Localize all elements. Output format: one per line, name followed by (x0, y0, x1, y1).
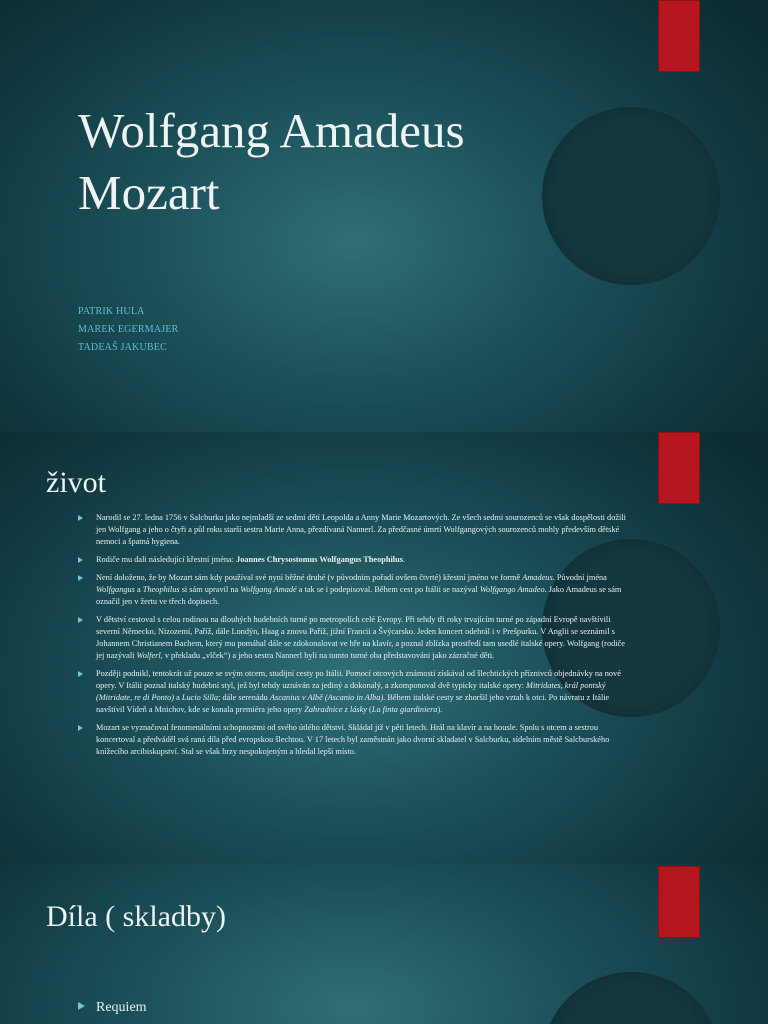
works-slide (0, 864, 768, 1024)
decorative-circle (542, 107, 720, 285)
life-slide (0, 432, 768, 864)
title-line-2: Mozart (78, 165, 220, 220)
red-accent-bar (658, 866, 700, 938)
bullet-arrow-icon (78, 671, 83, 677)
author-name: TADEAŠ JAKUBEC (78, 342, 167, 353)
bullet-arrow-icon (78, 575, 83, 581)
bullet-arrow-icon (78, 1002, 85, 1010)
list-item: V dětství cestoval s celou rodinou na dlouhých hudebních turné po metropolích celé Evropy. Při tehdy tři roky trvajícím turné po západní Evropě navštívili severní Německo, Nizozemí, Paříž, dále Londýn, Haag a znovu Paříž, jižní Francii a Švýcarsko. Jeden koncert odehrál i v Prešpurku. V Anglii se seznámil s Johannem Christianem Bachem, který mu pomáhal dále se zdokonalovat ve hře na klavír, a poznal zblízka prostředí tam usedlé italské opery. Wolfgang (rodiče jej nazývali Wolferl, v překladu „vlček“) a jeho sestra Nannerl byli na tomto turné oba představováni jako zázračné děti. (78, 614, 630, 662)
bullet-list (78, 512, 630, 764)
bullet-arrow-icon (78, 515, 83, 521)
list-item: Mozart se vyznačoval fenomenálními schopnostmi od svého útlého dětství. Skládal již v pěti letech. Hrál na klavír a na housle. Spolu s otcem a sestrou koncertoval a předváděl svá raná díla před evropskou šlechtou. V 17 letech byl zaměstnán jako dvorní skladatel v Salcburku, sídelním městě Salcburského knížecího arcibiskupství. Stal se však brzy nespokojeným a hledal lepší místo. (78, 722, 630, 758)
red-accent-bar (658, 0, 700, 72)
list-item: Rodiče mu dali následující křestní jména: Joannes Chrysostomus Wolfgangus Theophilus. (78, 554, 630, 566)
list-item: Requiem (78, 1000, 147, 1016)
bullet-arrow-icon (78, 557, 83, 563)
bullet-arrow-icon (78, 617, 83, 623)
list-item: Později podnikl, tentokrát už pouze se svým otcem, studijní cesty po Itálii. Pomocí otcových známostí získával od šlechtických příznivců objednávky na nové opery. V Itálii poznal italský hudební styl, jež byl tehdy uznáván za jediný a dokonalý, a zkomponoval dvě typicky italské opery: Mitridates, král pontský (Mitridate, re di Ponto) a Lucio Silla; dále serenádu Ascanius v Albě (Ascanio in Alba). Během italské cesty se zhoršil jeho vztah k otci. Po návratu z Itálie navštívil Vídeň a Mnichov, kde se konala premiéra jeho opery Zahradnice z lásky (La finta giardiniera). (78, 668, 630, 716)
title-slide (0, 0, 768, 432)
red-accent-bar (658, 432, 700, 504)
title-line-1: Wolfgang Amadeus (78, 103, 465, 158)
decorative-circle (542, 972, 720, 1024)
author-name: MAREK EGERMAJER (78, 324, 179, 335)
slide-heading: Díla ( skladby) (46, 900, 226, 933)
presentation-title (78, 100, 465, 224)
author-list (78, 303, 179, 357)
list-item: Není doloženo, že by Mozart sám kdy používal své nyní běžné druhé (v původním pořadí ovšem čtvrté) křestní jméno ve formě Amadeus. Původní jména Wolfgangus a Theophilus si sám upravil na Wolfgang Amadé a tak se i podepisoval. Během cest po Itálii se nazýval Wolfgango Amadeo. Jako Amadeus se sám označil jen v žertu ve třech dopisech. (78, 572, 630, 608)
list-item: Narodil se 27. ledna 1756 v Salcburku jako nejmladší ze sedmi dětí Leopolda a Anny Marie Mozartových. Ze všech sedmi sourozenců se však dospělosti dožili jen Wolfgang a jeho o čtyři a půl roku starší sestra Marie Anna, přezdívaná Nannerl. Za předčasné úmrtí Wolfgangových sourozenců mohly především dětské nemoci a špatná hygiena. (78, 512, 630, 548)
bullet-arrow-icon (78, 725, 83, 731)
author-name: PATRIK HULA (78, 306, 145, 317)
slide-heading: život (46, 466, 106, 499)
